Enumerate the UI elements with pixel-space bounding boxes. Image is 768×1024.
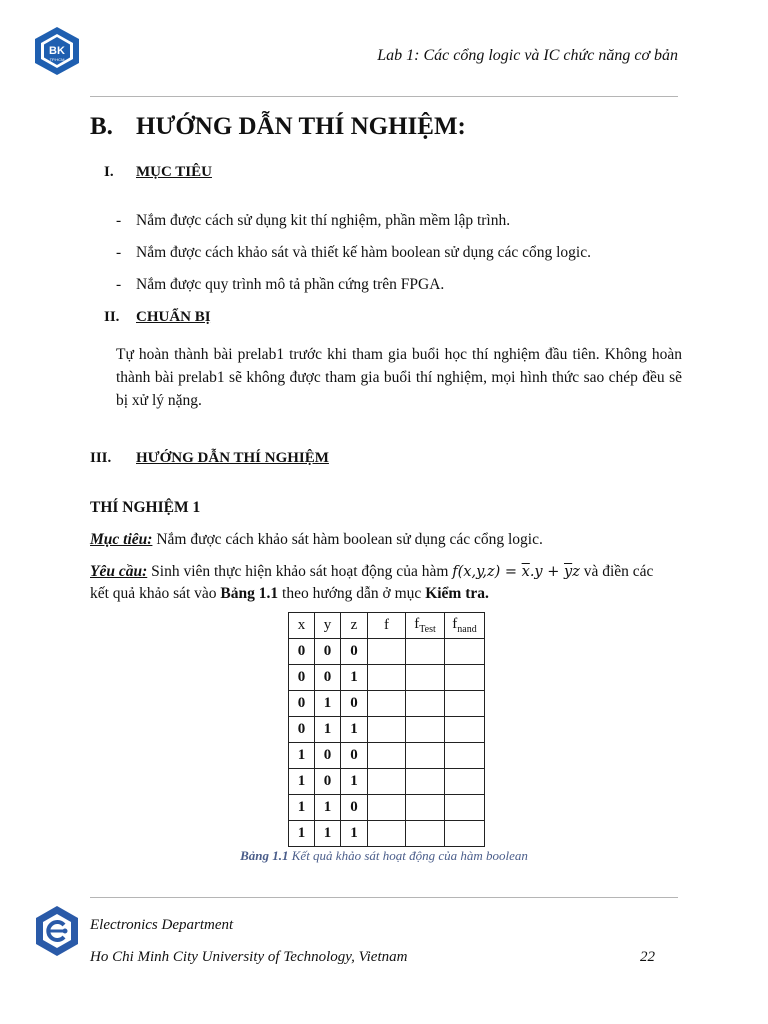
empty-result-cell bbox=[445, 795, 485, 821]
table-cell: 0 bbox=[289, 639, 315, 665]
table-cell: 1 bbox=[289, 769, 315, 795]
empty-result-cell bbox=[368, 795, 406, 821]
table-cell: 1 bbox=[341, 769, 368, 795]
header-title: Lab 1: Các cổng logic và IC chức năng cơ bản bbox=[377, 47, 678, 64]
section-letter: B. bbox=[90, 113, 113, 140]
logo-text: BK bbox=[49, 45, 65, 57]
empty-result-cell bbox=[445, 665, 485, 691]
table-cell: 0 bbox=[289, 717, 315, 743]
empty-result-cell bbox=[368, 691, 406, 717]
empty-result-cell bbox=[368, 639, 406, 665]
university-logo-icon bbox=[33, 26, 81, 76]
subheading-number: II. bbox=[104, 309, 120, 325]
empty-result-cell bbox=[445, 743, 485, 769]
subheading-title: MỤC TIÊU bbox=[136, 164, 212, 180]
table-row bbox=[289, 717, 485, 743]
experiment-title: THÍ NGHIỆM 1 bbox=[90, 499, 201, 516]
table-cell: 0 bbox=[315, 665, 341, 691]
table-cell: 1 bbox=[315, 691, 341, 717]
requirement-label: Yêu cầu: bbox=[90, 563, 148, 580]
table-row bbox=[289, 743, 485, 769]
table-cell: 1 bbox=[289, 821, 315, 847]
subheading-preparation bbox=[104, 309, 211, 326]
table-row bbox=[289, 691, 485, 717]
empty-result-cell bbox=[406, 743, 445, 769]
list-item: - Nắm được cách khảo sát và thiết kế hàm boolean sử dụng các cổng logic. bbox=[116, 244, 591, 261]
list-item: - Nắm được cách sử dụng kit thí nghiệm, phần mềm lập trình. bbox=[116, 212, 511, 229]
table-cell: 1 bbox=[341, 665, 368, 691]
empty-result-cell bbox=[368, 717, 406, 743]
empty-result-cell bbox=[406, 717, 445, 743]
experiment-requirement: Yêu cầu: Sinh viên thực hiện khảo sát hoạt động của hàm $f(x,y,z) = \overline{x}.y + \overline{y}z$ và điền các bbox=[90, 563, 654, 580]
table-cell: 0 bbox=[289, 691, 315, 717]
table-cell: 1 bbox=[341, 717, 368, 743]
table-cell: 0 bbox=[341, 639, 368, 665]
column-header-f-nand: $f_{nand}$ bbox=[445, 613, 485, 639]
column-header-y: y bbox=[315, 613, 341, 639]
empty-result-cell bbox=[406, 691, 445, 717]
empty-result-cell bbox=[406, 665, 445, 691]
experiment-requirement-line2: kết quả khảo sát vào Bảng 1.1 theo hướng dẫn ở mục Kiểm tra. bbox=[90, 585, 489, 602]
objectives-list bbox=[116, 212, 591, 308]
empty-result-cell bbox=[445, 769, 485, 795]
table-cell: 0 bbox=[341, 795, 368, 821]
table-cell: 0 bbox=[315, 743, 341, 769]
empty-result-cell bbox=[368, 743, 406, 769]
empty-result-cell bbox=[445, 639, 485, 665]
table-cell: 1 bbox=[289, 795, 315, 821]
table-cell: 0 bbox=[315, 769, 341, 795]
table-row bbox=[289, 665, 485, 691]
table-row bbox=[289, 795, 485, 821]
logo-subtext: TP.HCM bbox=[49, 57, 65, 62]
goal-label: Mục tiêu: bbox=[90, 531, 153, 548]
footer-divider bbox=[90, 897, 678, 898]
table-cell: 0 bbox=[315, 639, 341, 665]
subheading-guide bbox=[90, 450, 329, 467]
table-cell: 1 bbox=[289, 743, 315, 769]
footer-university: Ho Chi Minh City University of Technology, Vietnam bbox=[90, 949, 408, 965]
subheading-objectives bbox=[104, 164, 212, 181]
empty-result-cell bbox=[368, 821, 406, 847]
table-header-row bbox=[289, 613, 485, 639]
subheading-title: HƯỚNG DẪN THÍ NGHIỆM bbox=[136, 450, 329, 466]
department-logo-icon bbox=[33, 904, 81, 958]
subheading-number: III. bbox=[90, 450, 112, 466]
table-caption: Bảng 1.1 Kết quả khảo sát hoạt động của hàm boolean bbox=[240, 848, 528, 863]
empty-result-cell bbox=[445, 821, 485, 847]
table-row bbox=[289, 821, 485, 847]
experiment-goal bbox=[90, 531, 543, 549]
table-cell: 0 bbox=[341, 691, 368, 717]
list-item: - Nắm được quy trình mô tả phần cứng trên FPGA. bbox=[116, 276, 445, 293]
section-title: HƯỚNG DẪN THÍ NGHIỆM: bbox=[136, 113, 466, 140]
empty-result-cell bbox=[445, 717, 485, 743]
empty-result-cell bbox=[406, 795, 445, 821]
page-number: 22 bbox=[640, 949, 655, 965]
empty-result-cell bbox=[406, 639, 445, 665]
table-cell: 1 bbox=[341, 821, 368, 847]
table-cell: 1 bbox=[315, 717, 341, 743]
column-header-z: z bbox=[341, 613, 368, 639]
column-header-f-test: $f_{Test}$ bbox=[406, 613, 445, 639]
column-header-x: x bbox=[289, 613, 315, 639]
empty-result-cell bbox=[368, 665, 406, 691]
empty-result-cell bbox=[406, 821, 445, 847]
table-cell: 1 bbox=[315, 795, 341, 821]
boolean-formula: $f(x,y,z) = \overline{x}.y + \overline{y}z$ bbox=[452, 564, 580, 580]
section-heading bbox=[90, 113, 466, 141]
subheading-number: I. bbox=[104, 164, 114, 180]
table-cell: 0 bbox=[289, 665, 315, 691]
empty-result-cell bbox=[368, 769, 406, 795]
column-header-f: f bbox=[368, 613, 406, 639]
empty-result-cell bbox=[445, 691, 485, 717]
table-row bbox=[289, 769, 485, 795]
truth-table bbox=[288, 612, 485, 847]
preparation-paragraph: Tự hoàn thành bài prelab1 trước khi tham gia buổi học thí nghiệm đầu tiên. Không hoàn thành bài prelab1 sẽ không được tham gia buổi thí nghiệm, mọi hình thức sao chép đều sẽ bị xử lý nặng. bbox=[116, 346, 682, 409]
footer-department: Electronics Department bbox=[90, 917, 234, 933]
header-divider bbox=[90, 96, 678, 97]
empty-result-cell bbox=[406, 769, 445, 795]
table-cell: 1 bbox=[315, 821, 341, 847]
table-row bbox=[289, 639, 485, 665]
subheading-title: CHUẨN BỊ bbox=[136, 309, 211, 325]
table-cell: 0 bbox=[341, 743, 368, 769]
goal-text: Nắm được cách khảo sát hàm boolean sử dụng các cổng logic. bbox=[152, 531, 543, 548]
